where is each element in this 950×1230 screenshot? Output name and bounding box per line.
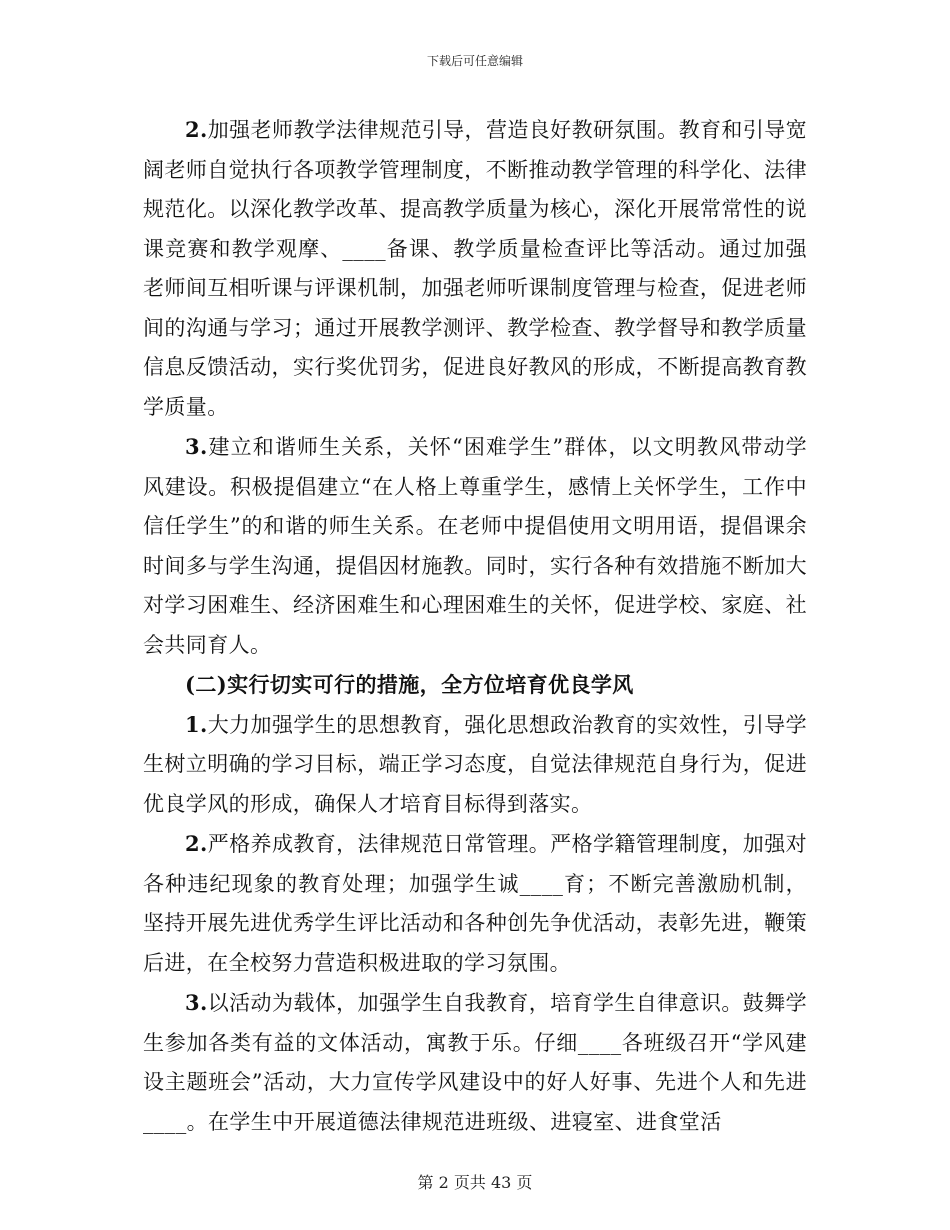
paragraph-number: 3. <box>185 990 208 1015</box>
paragraph-number: 1. <box>185 711 208 737</box>
paragraph-text: 加强老师教学法律规范引导，营造良好教研氛围。教育和引导宽阔老师自觉执行各项教学管理制度，不断推动教学管理的科学化、法律规范化。以深化教学改革、提高教学质量为核心，深化开展常常性的说课竞赛和教学观摩、____备课、教学质量检查评比等活动。通过加强老师间互相听课与评课机制，加强老师听课制度管理与检查，促进老师间的沟通与学习；通过开展教学测评、教学检查、教学督导和教学质量信息反馈活动，实行奖优罚劣，促进良好教风的形成，不断提高教育教学质量。 <box>143 118 807 419</box>
paragraph-number: 3. <box>185 434 208 459</box>
page-footer: 第 2 页共 43 页 <box>417 1173 533 1192</box>
paragraph-text: 建立和谐师生关系，关怀“困难学生”群体，以文明教风带动学风建设。积极提倡建立“在人格上尊重学生，感情上关怀学生，工作中信任学生”的和谐的师生关系。在老师中提倡使用文明用语，提倡课余时间多与学生沟通，提倡因材施教。同时，实行各种有效措施不断加大对学习困难生、经济困难生和心理困难生的关怀，促进学校、家庭、社会共同育人。 <box>143 435 807 657</box>
paragraph-text: 严格养成教育，法律规范日常管理。严格学籍管理制度，加强对各种违纪现象的教育处理；加强学生诚____育；不断完善激励机制，坚持开展先进优秀学生评比活动和各种创先争优活动，表彰先进，鞭策后进，在全校努力营造积极进取的学习氛围。 <box>143 832 807 975</box>
paragraph-ideological-education <box>143 705 807 825</box>
paragraph-text: 以活动为载体，加强学生自我教育，培育学生自律意识。鼓舞学生参加各类有益的文体活动，寓教于乐。仔细____各班级召开“学风建设主题班会”活动，大力宣传学风建设中的好人好事、先进个人和先进____。在学生中开展道德法律规范进班级、进寝室、进食堂活 <box>143 991 807 1134</box>
paragraph-activities <box>143 983 807 1142</box>
section-heading: (二)实行切实可行的措施，全方位培育优良学风 <box>185 672 634 697</box>
document-body <box>143 110 807 1142</box>
paragraph-number: 2. <box>185 117 208 142</box>
paragraph-teaching-norms <box>143 110 807 427</box>
page-header: 下载后可任意编辑 <box>426 54 523 68</box>
paragraph-text: 大力加强学生的思想教育，强化思想政治教育的实效性，引导学生树立明确的学习目标，端正学习态度，自觉法律规范自身行为，促进优良学风的形成，确保人才培育目标得到落实。 <box>143 712 807 816</box>
paragraph-teacher-student-relations <box>143 427 807 665</box>
paragraph-daily-management <box>143 824 807 983</box>
paragraph-number: 2. <box>185 831 208 856</box>
